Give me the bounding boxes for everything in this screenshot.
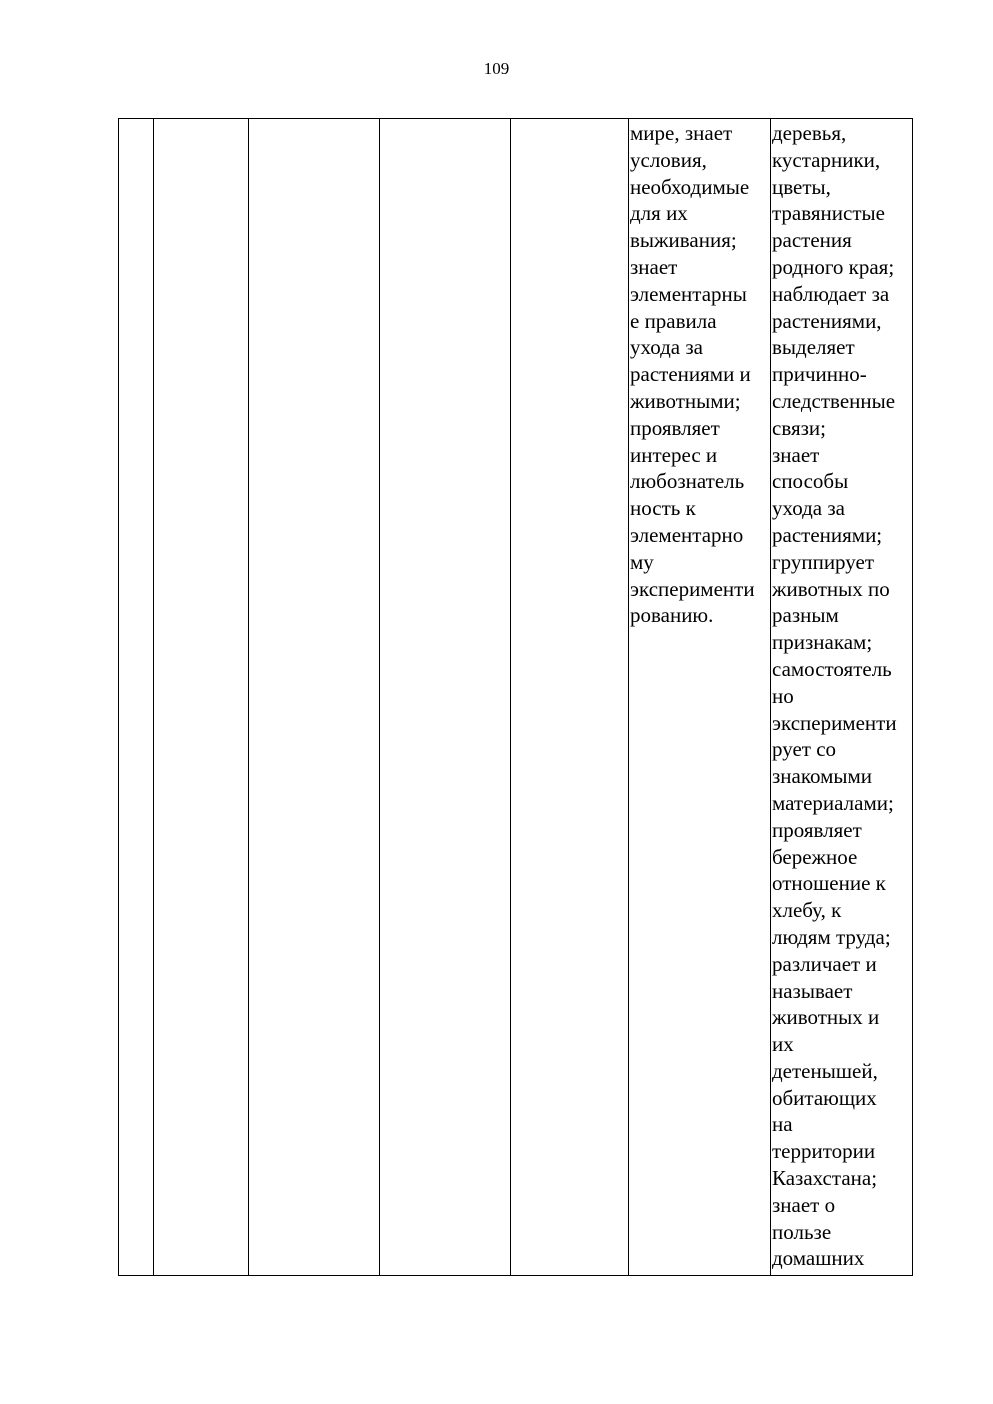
table-cell-col1 [119, 119, 154, 1276]
cell-text-skills: мире, знает условия, необходимые для их выживания; знает элементарны е правила ухода за растениями и животными; проявляет интерес и любознатель ность к элементарно му эксперименти рованию. [630, 121, 755, 628]
cell-text [154, 119, 248, 120]
page-number: 109 [483, 59, 510, 78]
table-cell-col7 [771, 119, 913, 1276]
cell-text [249, 119, 379, 120]
cell-text [380, 119, 510, 120]
table-cell-col4 [380, 119, 511, 1276]
table-cell-col5 [511, 119, 629, 1276]
cell-text [119, 119, 153, 120]
cell-text [511, 119, 628, 120]
content-table [118, 118, 913, 1276]
table-cell-col6 [629, 119, 771, 1276]
table-cell-col3 [249, 119, 380, 1276]
cell-text-skills-extended: деревья, кустарники, цветы, травянистые растения родного края; наблюдает за растениями, выделяет причинно- следственные связи; знает способы ухода за растениями; группирует животных по разным признакам; самостоятель но эксперименти рует со знакомыми материалами; проявляет бережное отношение к хлебу, к людям труда; различает и называет животных и их детенышей, обитающих на территории Казахстана; знает о пользе домашних [772, 121, 897, 1271]
table-row [119, 119, 913, 1276]
table-cell-col2 [154, 119, 249, 1276]
